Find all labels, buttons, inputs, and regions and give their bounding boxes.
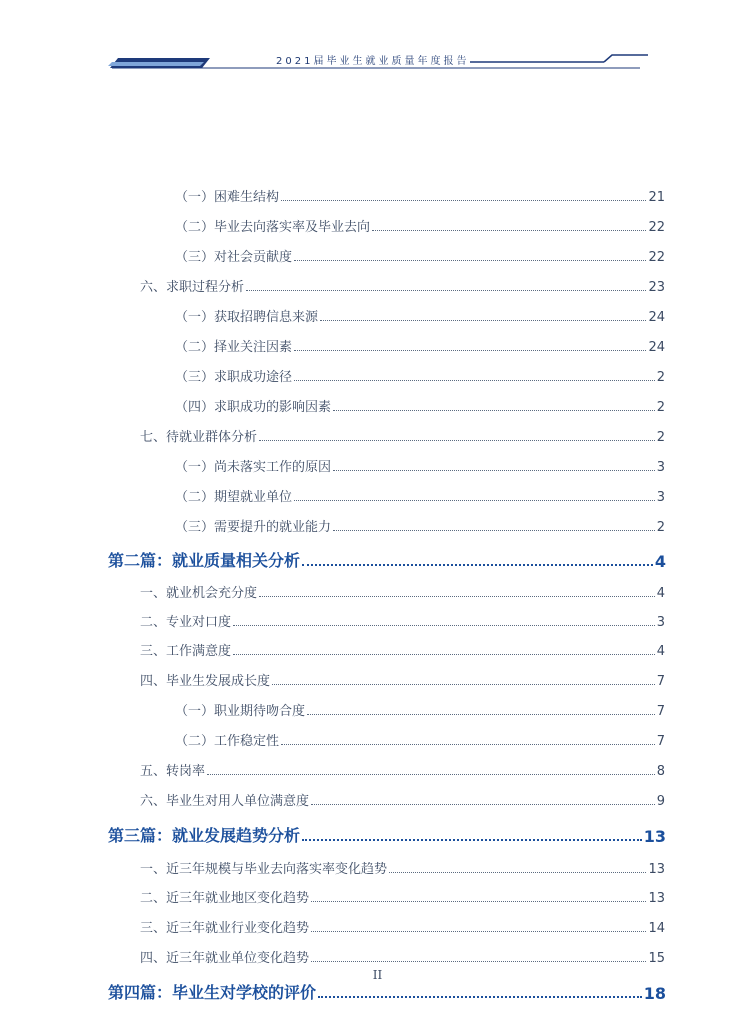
toc-entry-label: （三）对社会贡献度 [175,250,293,265]
toc-leader-dots [294,260,646,261]
toc-entry[interactable] [175,700,665,719]
toc-entry-label: （三）需要提升的就业能力 [175,520,332,535]
toc-entry-label: 一、近三年规模与毕业去向落实率变化趋势 [140,862,388,877]
toc-entry-page: 13 [648,862,665,877]
toc-entry-label: （二）期望就业单位 [175,490,293,505]
toc-entry-label: （二）工作稳定性 [175,734,280,749]
toc-leader-dots [311,931,646,932]
toc-entry[interactable] [175,306,665,325]
toc-entry-page: 7 [656,734,665,749]
toc-leader-dots [233,625,655,626]
toc-entry-page: 4 [656,644,665,659]
toc-entry-label: 第二篇：就业质量相关分析 [108,551,301,570]
toc-entry-label: 第四篇：毕业生对学校的评价 [108,983,317,1002]
toc-entry-page: 4 [656,586,665,601]
toc-entry[interactable] [175,216,665,235]
toc-entry-page: 2 [656,400,665,415]
toc-entry-label: 六、毕业生对用人单位满意度 [140,794,310,809]
toc-entry-page: 13 [643,827,666,846]
toc-leader-dots [311,961,646,962]
toc-entry-label: 四、近三年就业单位变化趋势 [140,951,310,966]
toc-entry-label: 二、近三年就业地区变化趋势 [140,891,310,906]
toc-leader-dots [333,470,655,471]
toc-entry-page: 21 [648,190,665,205]
toc-entry[interactable] [140,887,665,906]
toc-leader-dots [333,410,655,411]
toc-leader-dots [259,440,655,441]
toc-entry-page: 2 [656,520,665,535]
toc-entry-page: 7 [656,704,665,719]
toc-entry-label: （一）获取招聘信息来源 [175,310,319,325]
toc-entry[interactable] [140,611,665,630]
toc-entry-page: 7 [656,674,665,689]
toc-entry-page: 8 [656,764,665,779]
toc-entry-label: 五、转岗率 [140,764,206,779]
toc-entry-label: 一、就业机会充分度 [140,586,258,601]
toc-entry-page: 3 [656,615,665,630]
toc-entry-page: 18 [643,984,666,1003]
toc-leader-dots [333,530,655,531]
toc-entry-label: 三、工作满意度 [140,644,232,659]
toc-chapter-entry[interactable] [108,980,666,1003]
toc-leader-dots [311,901,646,902]
toc-entry-label: （一）尚未落实工作的原因 [175,460,332,475]
page-header [0,0,755,80]
toc-entry-page: 13 [648,891,665,906]
toc-entry[interactable] [140,858,665,877]
toc-leader-dots [272,684,655,685]
toc-entry[interactable] [175,486,665,505]
toc-entry[interactable] [175,396,665,415]
toc-leader-dots [320,320,646,321]
toc-leader-dots [294,350,646,351]
toc-entry-label: 七、待就业群体分析 [140,430,258,445]
toc-entry-page: 24 [648,340,665,355]
toc-leader-dots [246,290,646,291]
toc-entry[interactable] [175,336,665,355]
toc-entry-page: 9 [656,794,665,809]
toc-leader-dots [389,872,646,873]
toc-entry-page: 22 [648,220,665,235]
toc-entry-label: （二）毕业去向落实率及毕业去向 [175,220,371,235]
toc-entry-label: （一）职业期待吻合度 [175,704,306,719]
header-decoration [0,0,755,80]
toc-leader-dots [311,804,655,805]
toc-leader-dots [302,839,642,841]
toc-entry-label: 第三篇：就业发展趋势分析 [108,826,301,845]
toc-entry-page: 23 [648,280,665,295]
toc-entry[interactable] [140,947,665,966]
toc-leader-dots [281,744,655,745]
toc-entry-page: 4 [654,552,666,571]
toc-entry-page: 14 [648,921,665,936]
toc-entry[interactable] [175,730,665,749]
toc-leader-dots [307,714,655,715]
toc-leader-dots [294,380,655,381]
toc-entry-page: 15 [648,951,665,966]
toc-entry[interactable] [175,366,665,385]
toc-entry[interactable] [140,917,665,936]
toc-leader-dots [281,200,646,201]
toc-entry[interactable] [140,760,665,779]
toc-entry-page: 22 [648,250,665,265]
toc-entry[interactable] [140,790,665,809]
toc-entry[interactable] [140,670,665,689]
toc-entry[interactable] [175,186,665,205]
toc-entry-label: 二、专业对口度 [140,615,232,630]
toc-chapter-entry[interactable] [108,823,666,846]
toc-entry-label: （二）择业关注因素 [175,340,293,355]
toc-entry-label: 三、近三年就业行业变化趋势 [140,921,310,936]
toc-entry[interactable] [140,640,665,659]
toc-entry[interactable] [140,426,665,445]
toc-entry-label: （四）求职成功的影响因素 [175,400,332,415]
toc-entry-label: （三）求职成功途径 [175,370,293,385]
toc-entry[interactable] [175,246,665,265]
toc-leader-dots [372,230,646,231]
toc-entry-page: 2 [656,430,665,445]
toc-leader-dots [318,996,642,998]
toc-leader-dots [259,596,655,597]
toc-entry-label: 六、求职过程分析 [140,280,245,295]
toc-entry[interactable] [140,582,665,601]
toc-leader-dots [294,500,655,501]
page-number: II [372,968,383,982]
toc-leader-dots [207,774,655,775]
toc-entry[interactable] [175,516,665,535]
toc-entry-page: 24 [648,310,665,325]
toc-entry[interactable] [175,456,665,475]
toc-leader-dots [302,564,653,566]
toc-entry-label: （一）困难生结构 [175,190,280,205]
toc-entry-page: 3 [656,490,665,505]
toc-leader-dots [233,654,655,655]
toc-entry[interactable] [140,276,665,295]
toc-entry-label: 四、毕业生发展成长度 [140,674,271,689]
header-title: 2021届毕业生就业质量年度报告 [276,56,470,67]
toc-chapter-entry[interactable] [108,548,666,571]
toc-entry-page: 2 [656,370,665,385]
toc-entry-page: 3 [656,460,665,475]
